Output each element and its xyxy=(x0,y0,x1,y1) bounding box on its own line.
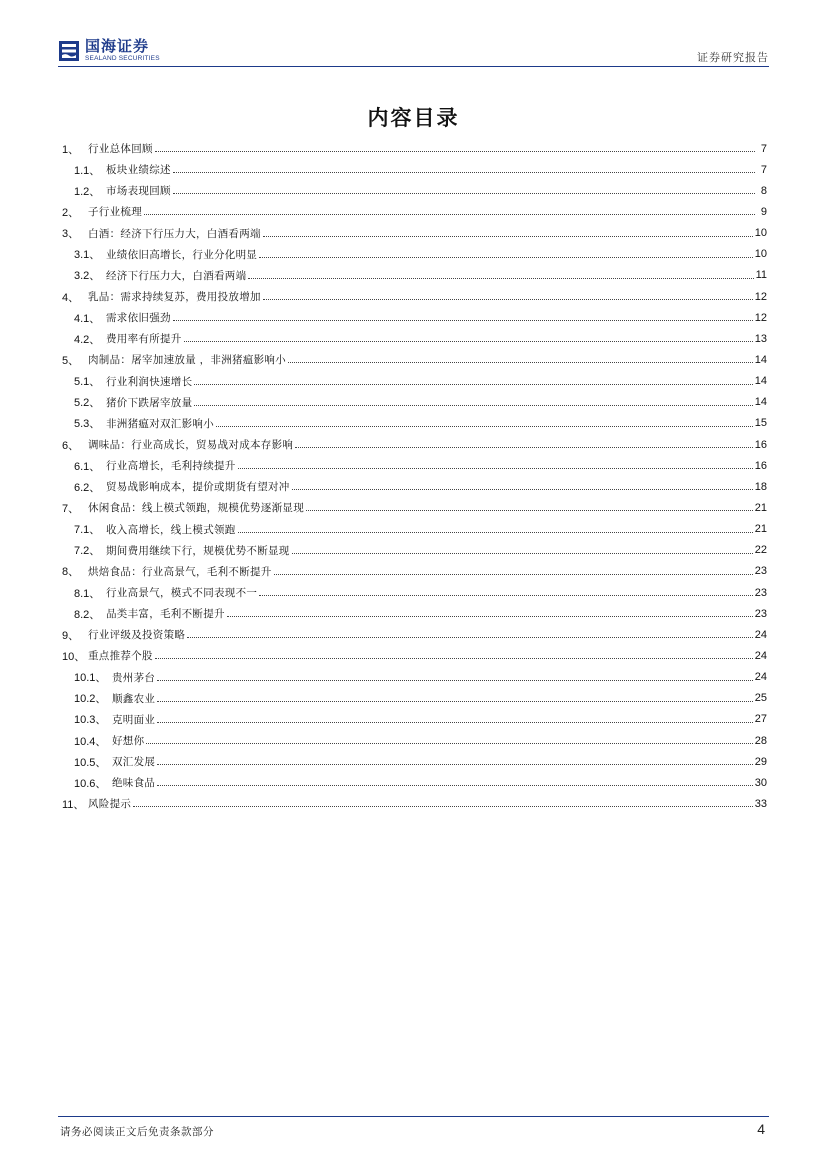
toc-dot-leader xyxy=(227,616,753,617)
toc-dot-leader xyxy=(133,806,753,807)
toc-entry[interactable] xyxy=(62,138,767,159)
toc-dot-leader xyxy=(288,362,753,363)
toc-entry-number: 1.1、 xyxy=(74,164,101,177)
toc-entry-title: 非洲猪瘟对双汇影响小 xyxy=(106,417,214,430)
toc-entry-number: 4.1、 xyxy=(74,312,101,325)
toc-entry-title: 贸易战影响成本，提价或期货有望对冲 xyxy=(106,481,290,494)
toc-entry-page: 23 xyxy=(754,607,767,620)
toc-entry-page: 23 xyxy=(754,586,767,599)
toc-entry[interactable] xyxy=(62,349,767,370)
toc-entry[interactable] xyxy=(62,519,767,540)
toc-entry-number: 11、 xyxy=(62,798,85,811)
toc-entry-number: 3.1、 xyxy=(74,249,101,262)
toc-entry[interactable] xyxy=(62,751,767,772)
toc-entry-page: 18 xyxy=(754,480,767,493)
toc-dot-leader xyxy=(216,426,753,427)
toc-entry[interactable] xyxy=(62,603,767,624)
toc-entry[interactable] xyxy=(62,540,767,561)
toc-entry-title: 子行业梳理 xyxy=(88,206,142,219)
toc-entry-number: 5.2、 xyxy=(74,397,101,410)
toc-entry-title: 克明面业 xyxy=(112,713,156,726)
toc-dot-leader xyxy=(292,489,753,490)
toc-entry-title: 贵州茅台 xyxy=(112,671,156,684)
toc-entry-number: 8、 xyxy=(62,566,80,579)
toc-entry-page: 24 xyxy=(754,671,767,684)
toc-entry-number: 2、 xyxy=(62,206,80,219)
toc-entry-number: 10.4、 xyxy=(74,735,107,748)
toc-dot-leader xyxy=(238,532,753,533)
toc-dot-leader xyxy=(155,151,755,152)
toc-entry-number: 3、 xyxy=(62,228,80,241)
toc-entry-number: 7.2、 xyxy=(74,545,101,558)
toc-entry-title: 猪价下跌屠宰放量 xyxy=(106,396,193,409)
toc-entry-title: 重点推荐个股 xyxy=(88,650,153,663)
toc-entry[interactable] xyxy=(62,730,767,751)
footer-divider xyxy=(58,1116,769,1117)
toc-entry-title: 品类丰富，毛利不断提升 xyxy=(106,608,225,621)
toc-entry-number: 5、 xyxy=(62,354,80,367)
toc-entry-number: 8.2、 xyxy=(74,608,101,621)
toc-entry-title: 绝味食品 xyxy=(112,777,156,790)
toc-entry-number: 10.6、 xyxy=(74,777,107,790)
toc-entry-number: 6.2、 xyxy=(74,481,101,494)
toc-entry-title: 业绩依旧高增长，行业分化明显 xyxy=(106,248,258,261)
toc-entry-number: 8.1、 xyxy=(74,587,101,600)
toc-entry-page: 9 xyxy=(760,205,767,218)
toc-dot-leader xyxy=(194,405,752,406)
table-of-contents xyxy=(62,138,767,815)
toc-dot-leader xyxy=(157,701,753,702)
toc-entry-number: 10.1、 xyxy=(74,672,107,685)
toc-entry-page: 8 xyxy=(760,184,767,197)
toc-entry-number: 3.2、 xyxy=(74,270,101,283)
toc-entry-title: 白酒：经济下行压力大，白酒看两端 xyxy=(88,227,261,240)
toc-entry-number: 1.2、 xyxy=(74,185,101,198)
toc-entry-number: 6.1、 xyxy=(74,460,101,473)
company-logo xyxy=(58,38,160,64)
toc-entry-number: 9、 xyxy=(62,629,80,642)
toc-dot-leader xyxy=(274,574,753,575)
toc-entry[interactable] xyxy=(62,413,767,434)
toc-dot-leader xyxy=(173,172,755,173)
toc-entry[interactable] xyxy=(62,434,767,455)
toc-entry-number: 4、 xyxy=(62,291,80,304)
toc-entry-page: 15 xyxy=(754,417,767,430)
toc-entry-title: 收入高增长，线上模式领跑 xyxy=(106,523,236,536)
toc-entry-page: 23 xyxy=(754,565,767,578)
toc-entry[interactable] xyxy=(62,709,767,730)
toc-dot-leader xyxy=(238,468,753,469)
toc-entry-title: 行业利润快速增长 xyxy=(106,375,193,388)
toc-dot-leader xyxy=(292,553,753,554)
toc-entry-page: 21 xyxy=(754,501,767,514)
toc-entry[interactable] xyxy=(62,392,767,413)
toc-entry-title: 乳品：需求持续复苏，费用投放增加 xyxy=(88,291,261,304)
toc-entry[interactable] xyxy=(62,180,767,201)
logo-chinese-name: 国海证券 xyxy=(85,37,150,56)
toc-entry-page: 29 xyxy=(754,755,767,768)
toc-dot-leader xyxy=(194,384,752,385)
toc-title: 内容目录 xyxy=(367,106,460,130)
toc-dot-leader xyxy=(155,658,753,659)
toc-entry[interactable] xyxy=(62,244,767,265)
page-header xyxy=(0,0,827,70)
toc-entry[interactable] xyxy=(62,328,767,349)
toc-dot-leader xyxy=(263,299,753,300)
toc-entry-title: 板块业绩综述 xyxy=(106,164,171,177)
toc-entry-page: 24 xyxy=(754,649,767,662)
toc-entry-title: 行业评级及投资策略 xyxy=(88,629,186,642)
toc-entry-number: 1、 xyxy=(62,143,80,156)
toc-dot-leader xyxy=(144,214,755,215)
toc-entry-page: 7 xyxy=(760,163,767,176)
toc-dot-leader xyxy=(184,341,753,342)
toc-entry-number: 5.3、 xyxy=(74,418,101,431)
toc-entry[interactable] xyxy=(62,645,767,666)
toc-entry-number: 6、 xyxy=(62,439,80,452)
toc-entry[interactable] xyxy=(62,624,767,645)
toc-entry-title: 双汇发展 xyxy=(112,756,156,769)
toc-entry-title: 行业总体回顾 xyxy=(88,143,153,156)
toc-entry-page: 25 xyxy=(754,692,767,705)
toc-entry[interactable] xyxy=(62,201,767,222)
toc-entry-title: 期间费用继续下行，规模优势不断显现 xyxy=(106,544,290,557)
toc-dot-leader xyxy=(173,193,755,194)
toc-entry-page: 10 xyxy=(754,227,767,240)
toc-entry-title: 行业高景气，模式不同表现不一 xyxy=(106,587,258,600)
toc-entry-number: 7.1、 xyxy=(74,524,101,537)
toc-entry[interactable] xyxy=(62,793,767,814)
toc-entry[interactable] xyxy=(62,667,767,688)
toc-entry-title: 顺鑫农业 xyxy=(112,692,156,705)
toc-dot-leader xyxy=(157,785,753,786)
toc-entry[interactable] xyxy=(62,497,767,518)
toc-entry-page: 33 xyxy=(754,797,767,810)
toc-entry-page: 14 xyxy=(754,396,767,409)
toc-entry-page: 16 xyxy=(754,438,767,451)
toc-entry-title: 需求依旧强劲 xyxy=(106,312,171,325)
toc-entry-title: 调味品：行业高成长，贸易战对成本存影响 xyxy=(88,439,294,452)
toc-entry-page: 13 xyxy=(754,332,767,345)
toc-entry[interactable] xyxy=(62,582,767,603)
toc-entry-page: 11 xyxy=(755,269,767,282)
toc-entry-page: 27 xyxy=(754,713,767,726)
toc-dot-leader xyxy=(157,722,753,723)
toc-entry-page: 10 xyxy=(754,248,767,261)
toc-dot-leader xyxy=(173,320,753,321)
toc-entry[interactable] xyxy=(62,265,767,286)
toc-entry[interactable] xyxy=(62,772,767,793)
logo-mark-icon xyxy=(58,40,80,62)
toc-entry-title: 经济下行压力大，白酒看两端 xyxy=(106,269,247,282)
toc-entry[interactable] xyxy=(62,371,767,392)
toc-dot-leader xyxy=(263,236,753,237)
toc-entry-page: 7 xyxy=(760,142,767,155)
toc-entry-number: 5.1、 xyxy=(74,376,101,389)
toc-entry-page: 14 xyxy=(754,353,767,366)
toc-entry-title: 市场表现回顾 xyxy=(106,185,171,198)
page-number: 4 xyxy=(757,1121,765,1137)
footer-disclaimer: 请务必阅读正文后免责条款部分 xyxy=(60,1126,214,1138)
toc-entry-number: 10.2、 xyxy=(74,693,107,706)
toc-entry-title: 行业高增长，毛利持续提升 xyxy=(106,460,236,473)
toc-entry-number: 4.2、 xyxy=(74,333,101,346)
toc-entry-page: 30 xyxy=(754,776,767,789)
toc-dot-leader xyxy=(259,595,753,596)
toc-entry-number: 10.3、 xyxy=(74,714,107,727)
toc-dot-leader xyxy=(259,257,753,258)
toc-dot-leader xyxy=(248,278,753,279)
toc-dot-leader xyxy=(295,447,753,448)
toc-entry-title: 费用率有所提升 xyxy=(106,333,182,346)
report-type-label: 证券研究报告 xyxy=(697,51,769,64)
logo-english-name: SEALAND SECURITIES xyxy=(85,55,160,63)
toc-entry[interactable] xyxy=(62,561,767,582)
toc-dot-leader xyxy=(187,637,753,638)
toc-dot-leader xyxy=(157,764,753,765)
toc-dot-leader xyxy=(146,743,752,744)
toc-entry-number: 10、 xyxy=(62,650,86,663)
toc-entry-page: 16 xyxy=(754,459,767,472)
header-divider xyxy=(58,66,769,67)
toc-entry[interactable] xyxy=(62,286,767,307)
toc-entry[interactable] xyxy=(62,223,767,244)
toc-entry-page: 12 xyxy=(754,290,767,303)
toc-entry-title: 休闲食品：线上模式领跑，规模优势逐渐显现 xyxy=(88,502,304,515)
toc-entry-title: 风险提示 xyxy=(88,798,132,811)
toc-entry-page: 21 xyxy=(754,523,767,536)
toc-entry-page: 22 xyxy=(754,544,767,557)
toc-entry[interactable] xyxy=(62,307,767,328)
toc-entry-page: 12 xyxy=(754,311,767,324)
toc-entry[interactable] xyxy=(62,455,767,476)
toc-entry[interactable] xyxy=(62,159,767,180)
toc-entry-title: 肉制品：屠宰加速放量 ，非洲猪瘟影响小 xyxy=(88,354,287,367)
toc-entry-title: 好想你 xyxy=(112,735,145,747)
toc-entry[interactable] xyxy=(62,688,767,709)
toc-entry-title: 烘焙食品：行业高景气，毛利不断提升 xyxy=(88,565,272,578)
toc-dot-leader xyxy=(157,680,753,681)
toc-entry[interactable] xyxy=(62,476,767,497)
toc-entry-number: 10.5、 xyxy=(74,756,107,769)
toc-entry-page: 24 xyxy=(754,628,767,641)
toc-dot-leader xyxy=(306,510,753,511)
toc-entry-page: 28 xyxy=(754,734,767,747)
toc-entry-number: 7、 xyxy=(62,502,80,515)
toc-entry-page: 14 xyxy=(754,375,767,388)
